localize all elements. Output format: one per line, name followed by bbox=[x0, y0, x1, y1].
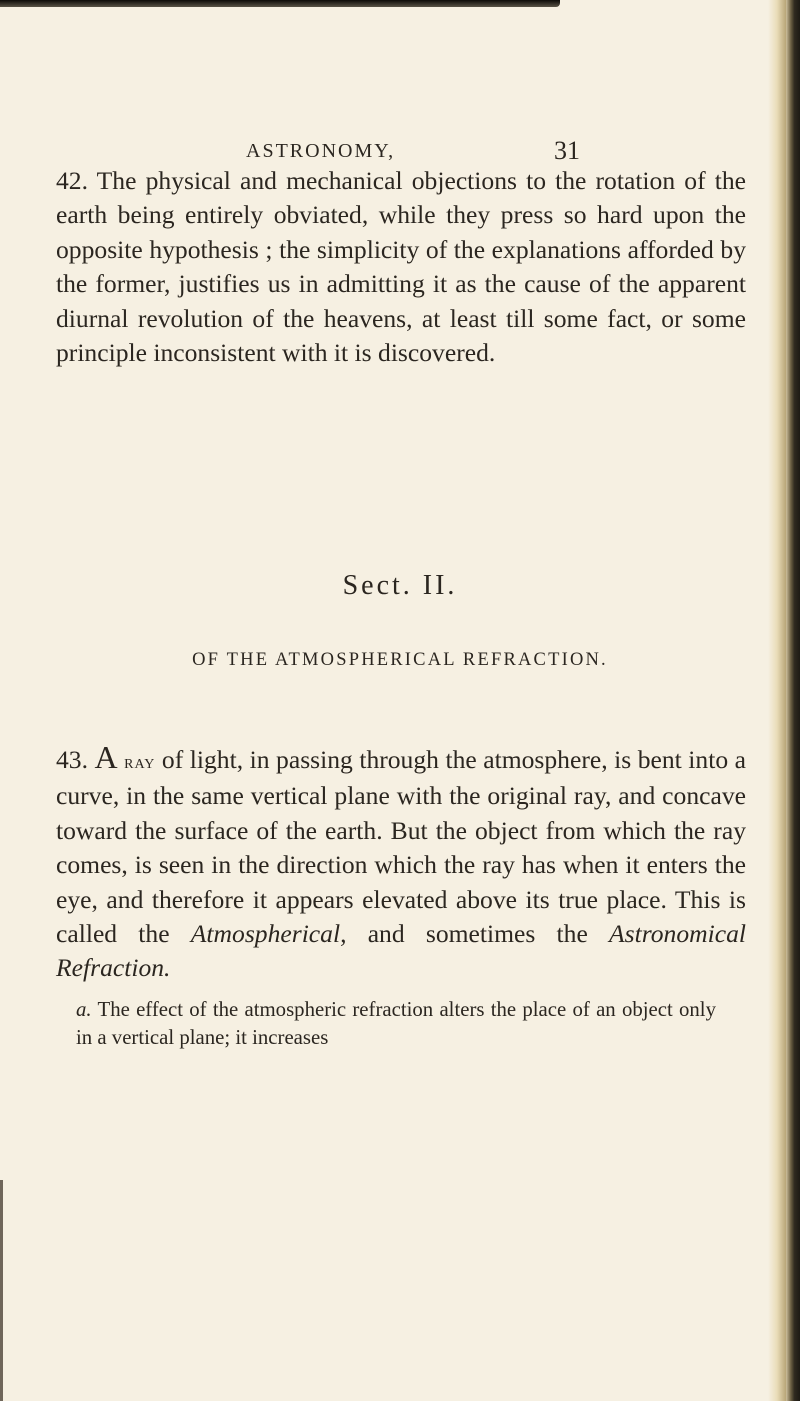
left-margin-rule bbox=[0, 1180, 3, 1401]
section-heading bbox=[0, 570, 800, 602]
paragraph-text-connector: and sometimes the bbox=[346, 919, 610, 949]
italic-term-atmospherical: Atmospherical, bbox=[190, 919, 347, 949]
binding-shadow bbox=[768, 0, 786, 1401]
footnote-letter: a. bbox=[76, 998, 92, 1021]
page-number: 31 bbox=[554, 136, 580, 165]
paragraph-42 bbox=[56, 164, 746, 370]
section-subtitle: OF THE ATMOSPHERICAL REFRACTION. bbox=[192, 650, 608, 670]
paragraph-text: The physical and mechanical objections to the rotation of the earth being entirely obviated, while they press so hard upon the opposite hypothesis ; the simplicity of the explanations afforded by the former, justifies us in admitting it as the cause of the apparent diurnal revolution of the heavens, at least till some fact, or some principle inconsistent with it is discovered. bbox=[56, 166, 746, 368]
footnote-a bbox=[76, 996, 716, 1053]
initial-letter: A bbox=[94, 739, 118, 775]
paragraph-43 bbox=[56, 740, 746, 986]
paragraph-number: 43. bbox=[56, 745, 88, 774]
footnote-text: The effect of the atmospheric refraction alters the place of an object only in a vertical plane; it increases bbox=[76, 998, 716, 1050]
paragraph-number: 42. bbox=[56, 166, 88, 195]
section-title: Sect. II. bbox=[342, 570, 458, 601]
italic-term-astronomical: Astronomical Refraction. bbox=[56, 919, 746, 983]
paragraph-text: of light, in passing through the atmosphere, is bent into a curve, in the same vertical plane with the original ray, and concave toward the surface of the earth. But the object from which the ray comes, is seen in the direction which the ray has when it enters the eye, and therefore it appears elevated above its true place. This is called the bbox=[56, 745, 746, 949]
book-binding bbox=[786, 0, 800, 1401]
smallcaps-word: ray bbox=[124, 751, 156, 773]
page-edge-shadow bbox=[0, 0, 560, 7]
running-head-title: ASTRONOMY, bbox=[246, 140, 396, 162]
